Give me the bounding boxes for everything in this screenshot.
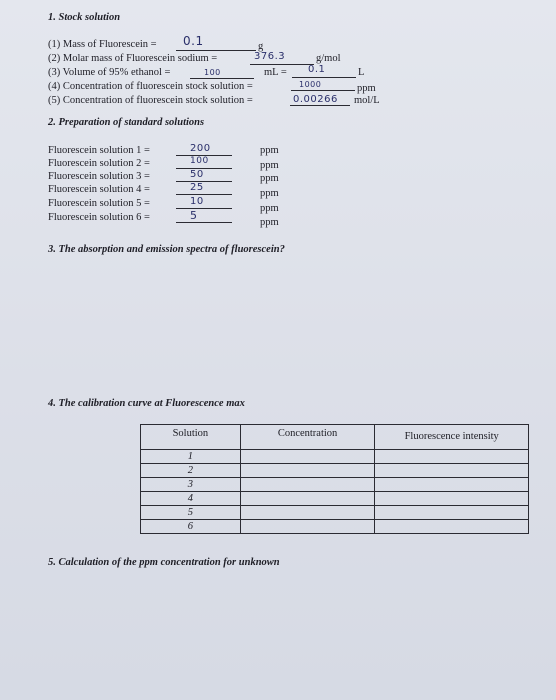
table-header-row: [141, 425, 529, 450]
conc-ppm-blank: [291, 90, 355, 91]
conc-mol-unit: mol/L: [354, 95, 380, 106]
standard-blank-2: [176, 168, 232, 169]
standard-unit-3: ppm: [260, 173, 279, 184]
solution-number: 4: [141, 492, 241, 506]
standard-blank-4: [176, 194, 232, 195]
standard-value-3: 50: [190, 169, 204, 180]
volume-value: 100: [204, 68, 221, 77]
standard-label-5: Fluorescein solution 5 =: [48, 198, 150, 209]
standard-blank-5: [176, 208, 232, 209]
standard-blank-3: [176, 181, 232, 182]
standard-unit-1: ppm: [260, 145, 279, 156]
mass-value: 0.1: [183, 34, 204, 48]
standard-unit-5: ppm: [260, 203, 279, 214]
header-solution: Solution: [141, 425, 241, 450]
conc-ppm-value: 1000: [299, 80, 322, 89]
molar-mass-unit: g/mol: [316, 53, 341, 64]
conc-ppm-unit: ppm: [357, 83, 376, 94]
solution-number: 6: [141, 520, 241, 534]
section-stock-heading: 1. Stock solution: [48, 12, 121, 23]
concentration-cell: [240, 450, 375, 464]
mass-label: (1) Mass of Fluorescein =: [48, 39, 157, 50]
volume-l-blank: [292, 77, 356, 78]
section-spectra-heading: 3. The absorption and emission spectra of fluorescein?: [48, 244, 285, 255]
conc-mol-value: 0.00266: [293, 94, 338, 105]
section-calibration-heading: 4. The calibration curve at Fluorescence max: [48, 398, 245, 409]
standard-unit-4: ppm: [260, 188, 279, 199]
standard-value-5: 10: [190, 196, 204, 207]
standard-unit-2: ppm: [260, 160, 279, 171]
volume-label: (3) Volume of 95% ethanol =: [48, 67, 171, 78]
standard-label-6: Fluorescein solution 6 =: [48, 212, 150, 223]
volume-blank: [190, 78, 254, 79]
standard-value-6: 5: [190, 209, 198, 222]
section-calculation-heading: 5. Calculation of the ppm concentration for unknown: [48, 557, 280, 568]
standard-value-4: 25: [190, 182, 204, 193]
concentration-cell: [240, 506, 375, 520]
volume-l-value: 0.1: [308, 64, 326, 75]
concentration-cell: [240, 492, 375, 506]
intensity-cell: [375, 506, 529, 520]
molar-mass-blank: [250, 64, 314, 65]
calibration-table: [140, 424, 529, 534]
intensity-cell: [375, 464, 529, 478]
table-row: [141, 520, 529, 534]
intensity-cell: [375, 492, 529, 506]
standard-label-1: Fluorescein solution 1 =: [48, 145, 150, 156]
volume-unit: mL =: [264, 67, 287, 78]
concentration-cell: [240, 478, 375, 492]
standard-value-1: 200: [190, 143, 211, 154]
solution-number: 3: [141, 478, 241, 492]
table-row: [141, 450, 529, 464]
table-row: [141, 478, 529, 492]
molar-mass-label: (2) Molar mass of Fluorescein sodium =: [48, 53, 218, 64]
mass-unit: g: [258, 41, 264, 52]
concentration-cell: [240, 520, 375, 534]
concentration-cell: [240, 464, 375, 478]
standard-label-2: Fluorescein solution 2 =: [48, 158, 150, 169]
solution-number: 1: [141, 450, 241, 464]
section-preparation-heading: 2. Preparation of standard solutions: [48, 117, 205, 128]
conc-mol-label: (5) Concentration of fluorescein stock solution =: [48, 95, 253, 106]
intensity-cell: [375, 520, 529, 534]
solution-number: 5: [141, 506, 241, 520]
table-row: [141, 464, 529, 478]
header-fluorescence-intensity: Fluorescence intensity: [375, 425, 529, 450]
solution-number: 2: [141, 464, 241, 478]
intensity-cell: [375, 478, 529, 492]
standard-label-4: Fluorescein solution 4 =: [48, 184, 150, 195]
standard-label-3: Fluorescein solution 3 =: [48, 171, 150, 182]
standard-unit-6: ppm: [260, 217, 279, 228]
header-concentration: Concentration: [240, 425, 375, 450]
table-row: [141, 492, 529, 506]
conc-mol-blank: [290, 105, 350, 106]
standard-blank-6: [176, 222, 232, 223]
volume-l-unit: L: [358, 67, 365, 78]
conc-ppm-label: (4) Concentration of fluorescein stock solution =: [48, 81, 253, 92]
table-row: [141, 506, 529, 520]
standard-value-2: 100: [190, 156, 209, 166]
mass-blank: [176, 50, 256, 51]
intensity-cell: [375, 450, 529, 464]
molar-mass-value: 376.3: [254, 51, 286, 62]
